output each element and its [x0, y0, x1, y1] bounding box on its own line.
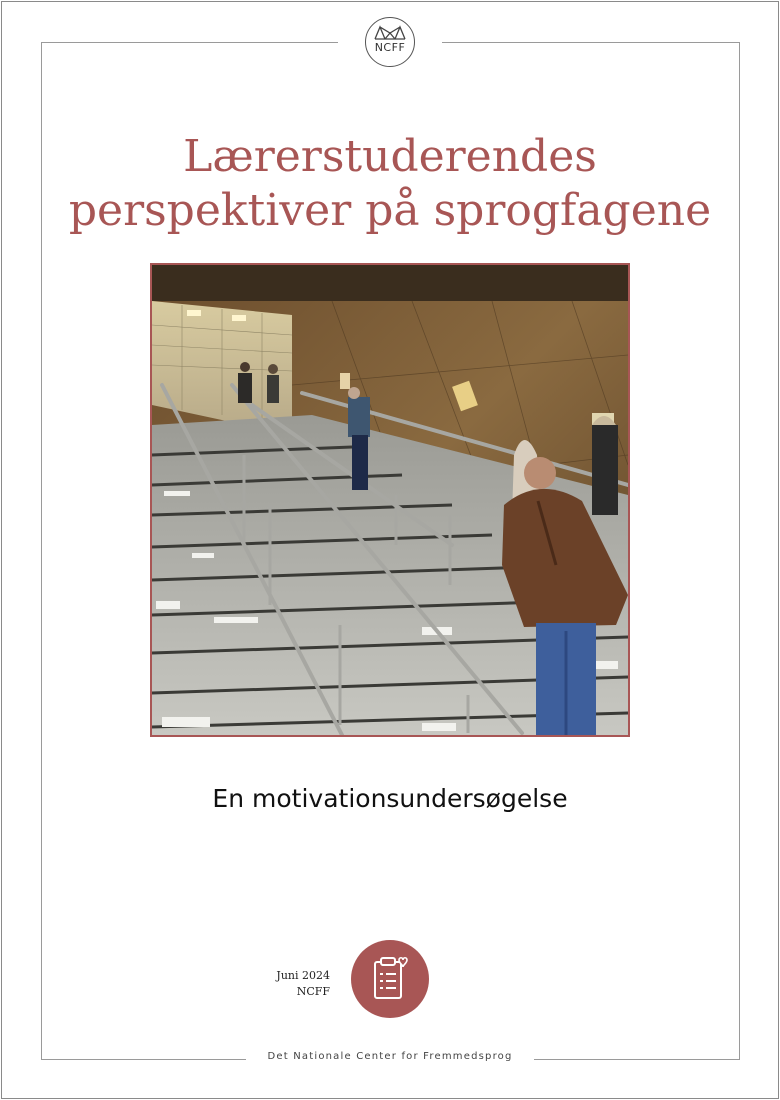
ncff-logo — [365, 17, 415, 67]
staircase-photo — [152, 265, 628, 735]
survey-badge — [351, 940, 429, 1018]
footer-organization: Det Nationale Center for Fremmedsprog — [267, 1051, 513, 1062]
clipboard-heart-icon — [372, 956, 408, 1002]
title-line-1: Lærerstuderendes — [183, 131, 597, 182]
publication-date: Juni 2024 — [276, 969, 330, 982]
cover-photo — [150, 263, 630, 737]
document-subtitle: En motivationsundersøgelse — [212, 784, 568, 813]
publication-meta — [250, 968, 330, 1000]
logo-text: NCFF — [374, 41, 406, 54]
publisher-name: NCFF — [296, 985, 330, 998]
title-line-2: perspektiver på sprogfagene — [68, 185, 712, 236]
bridge-icon — [374, 24, 406, 40]
document-title — [40, 130, 740, 238]
